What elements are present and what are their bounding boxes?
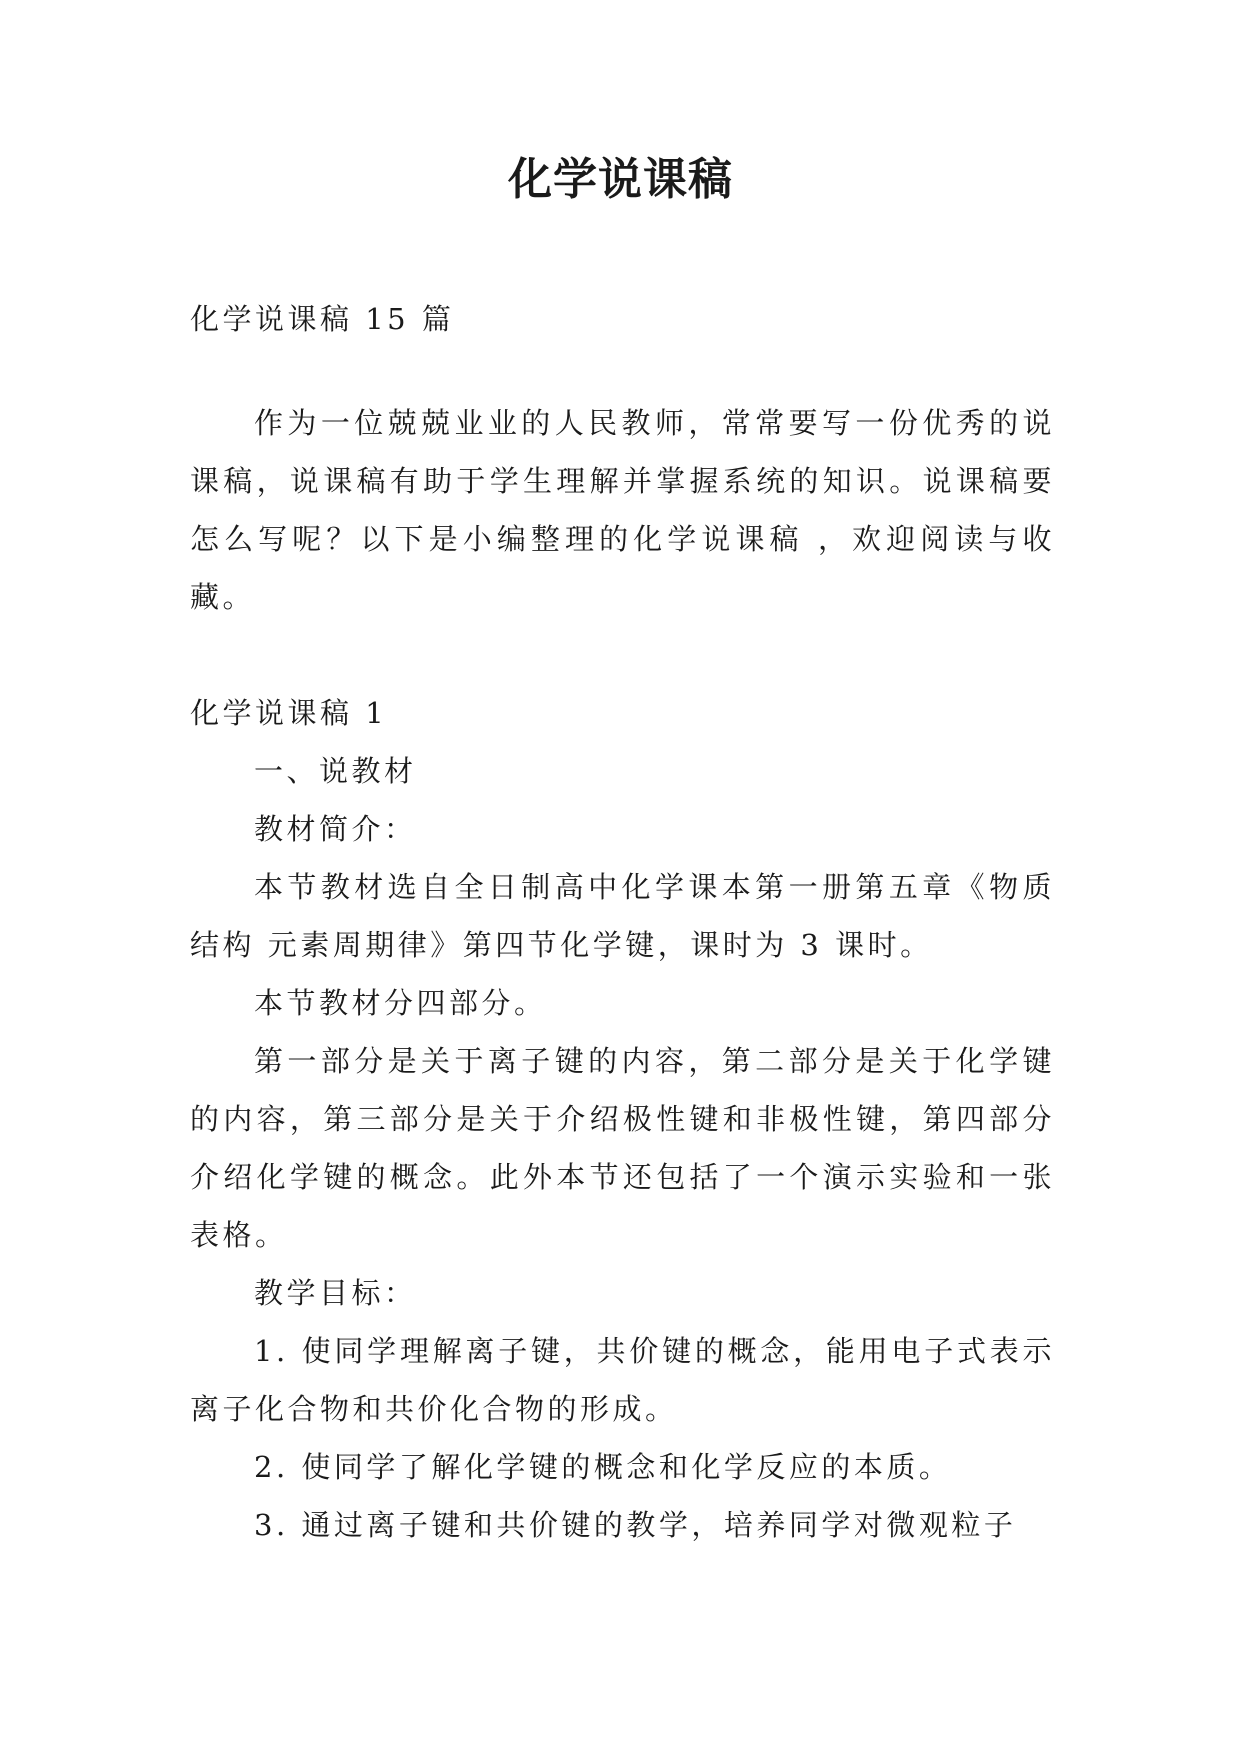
paragraph-jiaocai-source: 本节教材选自全日制高中化学课本第一册第五章《物质结构 元素周期律》第四节化学键，课时为 3 课时。 bbox=[190, 870, 1055, 962]
paragraph-four-parts: 本节教材分四部分。 bbox=[254, 986, 547, 1020]
paragraph-parts-detail: 第一部分是关于离子键的内容，第二部分是关于化学键的内容，第三部分是关于介绍极性键和非极性键，第四部分介绍化学键的概念。此外本节还包括了一个演示实验和一张表格。 bbox=[190, 1044, 1055, 1252]
document-body bbox=[190, 290, 1055, 1554]
paragraph-goal-2: 2. 使同学了解化学键的概念和化学反应的本质。 bbox=[254, 1450, 952, 1484]
section-heading: 化学说课稿 1 bbox=[190, 696, 388, 730]
paragraph-goal-1: 1. 使同学理解离子键，共价键的概念，能用电子式表示离子化合物和共价化合物的形成。 bbox=[190, 1334, 1055, 1426]
document-title: 化学说课稿 bbox=[508, 154, 733, 205]
intro-paragraph: 作为一位兢兢业业的人民教师，常常要写一份优秀的说课稿，说课稿有助于学生理解并掌握系统的知识。说课稿要怎么写呢？以下是小编整理的化学说课稿 ，欢迎阅读与收藏。 bbox=[190, 406, 1055, 614]
document-subtitle: 化学说课稿 15 篇 bbox=[190, 302, 455, 336]
paragraph-shuo-jiaocai: 一、说教材 bbox=[254, 754, 417, 788]
paragraph-jiaocai-jianjie: 教材简介： bbox=[254, 812, 417, 846]
paragraph-teaching-goals: 教学目标： bbox=[254, 1276, 417, 1310]
paragraph-goal-3: 3. 通过离子键和共价键的教学，培养同学对微观粒子 bbox=[254, 1508, 1017, 1542]
